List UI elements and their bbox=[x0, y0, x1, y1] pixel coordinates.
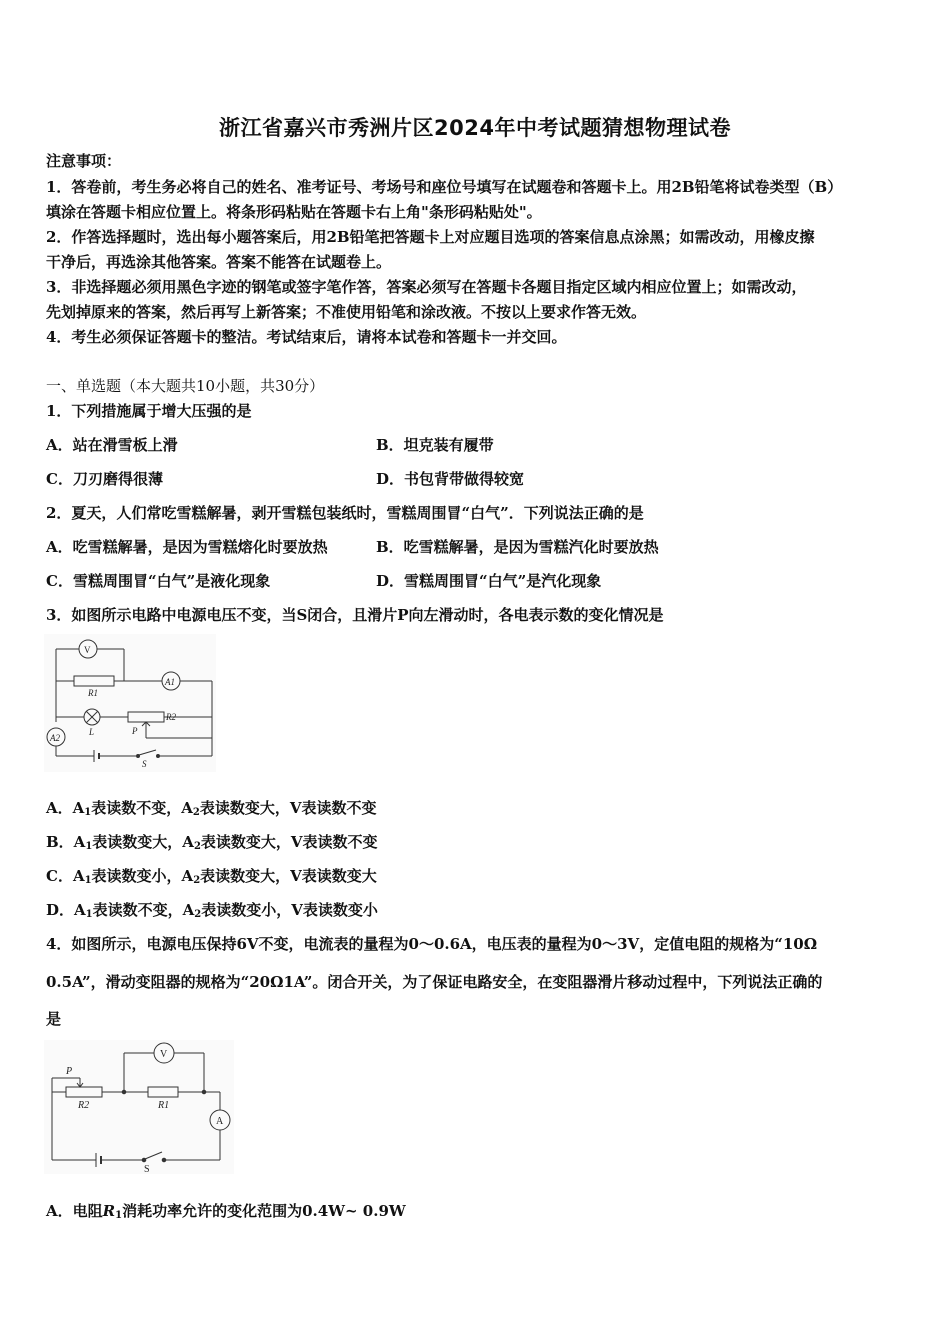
section-heading: 一、单选题（本大题共10小题，共30分） bbox=[46, 377, 325, 395]
q2-option-a: A．吃雪糕解暑，是因为雪糕熔化时要放热 bbox=[46, 538, 328, 556]
label-s: S bbox=[142, 759, 147, 769]
page-title: 浙江省嘉兴市秀洲片区2024年中考试题猜想物理试卷 bbox=[219, 116, 731, 140]
notice-line: 3．非选择题必须用黑色字迹的钢笔或签字笔作答，答案必须写在答题卡各题目指定区域内相应位置上；如需改动， bbox=[46, 278, 807, 296]
label-r1: R1 bbox=[158, 1100, 170, 1111]
question-2-stem: 2．夏天，人们常吃雪糕解暑，剥开雪糕包装纸时，雪糕周围冒“白气”．下列说法正确的是 bbox=[46, 504, 644, 522]
label-v: V bbox=[160, 1049, 168, 1060]
q3-option-c: C．$A_1$表读数变小，$A_2$表读数变大，V表读数变大 bbox=[46, 867, 377, 886]
q3-circuit-diagram bbox=[44, 634, 216, 772]
q3-option-d: D．$A_1$表读数不变，$A_2$表读数变小，V表读数变小 bbox=[46, 901, 378, 920]
q2-option-d: D．雪糕周围冒“白气”是汽化现象 bbox=[376, 572, 602, 590]
q1-option-d: D．书包背带做得较宽 bbox=[376, 470, 525, 488]
notice-line: 先划掉原来的答案，然后再写上新答案；不准使用铅笔和涂改液。不按以上要求作答无效。 bbox=[46, 303, 647, 321]
q2-option-c: C．雪糕周围冒“白气”是液化现象 bbox=[46, 572, 271, 590]
question-3-stem: 3．如图所示电路中电源电压不变，当S闭合，且滑片P向左滑动时，各电表示数的变化情况是 bbox=[46, 606, 664, 624]
label-r2: R2 bbox=[166, 712, 176, 722]
question-1-stem: 1．下列措施属于增大压强的是 bbox=[46, 402, 252, 420]
q4-option-a: A．电阻$R_1$消耗功率允许的变化范围为0.4W~ 0.9W bbox=[46, 1202, 406, 1221]
notice-heading: 注意事项： bbox=[46, 152, 122, 170]
label-r2: R2 bbox=[78, 1100, 90, 1111]
question-4-stem-line1: 4．如图所示，电源电压保持6V不变，电流表的量程为0～0.6A，电压表的量程为0～3V，定值电阻的规格为“10Ω bbox=[46, 935, 818, 953]
notice-line: 2．作答选择题时，选出每小题答案后，用2B铅笔把答题卡上对应题目选项的答案信息点涂黑；如需改动，用橡皮擦 bbox=[46, 228, 815, 246]
label-v: V bbox=[84, 645, 91, 655]
notice-line: 1．答卷前，考生务必将自己的姓名、准考证号、考场号和座位号填写在试题卷和答题卡上。用2B铅笔将试卷类型（B） bbox=[46, 178, 843, 196]
notice-line: 填涂在答题卡相应位置上。将条形码粘贴在答题卡右上角"条形码粘贴处"。 bbox=[46, 203, 542, 221]
q1-option-b: B．坦克装有履带 bbox=[376, 436, 494, 454]
label-r1: R1 bbox=[88, 688, 98, 698]
q1-option-c: C．刀刃磨得很薄 bbox=[46, 470, 163, 488]
label-p: P bbox=[66, 1066, 73, 1077]
notice-line: 干净后，再选涂其他答案。答案不能答在试题卷上。 bbox=[46, 253, 392, 271]
q1-option-a: A．站在滑雪板上滑 bbox=[46, 436, 178, 454]
question-4-stem-line3: 是 bbox=[46, 1010, 62, 1028]
label-p: P bbox=[132, 726, 138, 736]
label-a2: A2 bbox=[50, 733, 60, 743]
label-a1: A1 bbox=[165, 677, 175, 687]
q4-circuit-diagram bbox=[44, 1040, 234, 1174]
notice-line: 4．考生必须保证答题卡的整洁。考试结束后，请将本试卷和答题卡一并交回。 bbox=[46, 328, 567, 346]
label-s: S bbox=[144, 1164, 150, 1174]
q2-option-b: B．吃雪糕解暑，是因为雪糕汽化时要放热 bbox=[376, 538, 659, 556]
label-l: L bbox=[89, 727, 95, 737]
label-a: A bbox=[216, 1116, 224, 1127]
q3-option-a: A．$A_1$表读数不变，$A_2$表读数变大，V表读数不变 bbox=[46, 799, 377, 818]
question-4-stem-line2: 0.5A”，滑动变阻器的规格为“20Ω1A”。闭合开关，为了保证电路安全，在变阻器滑片移动过程中，下列说法正确的 bbox=[46, 973, 823, 991]
q3-option-b: B．$A_1$表读数变大，$A_2$表读数变大，V表读数不变 bbox=[46, 833, 378, 852]
